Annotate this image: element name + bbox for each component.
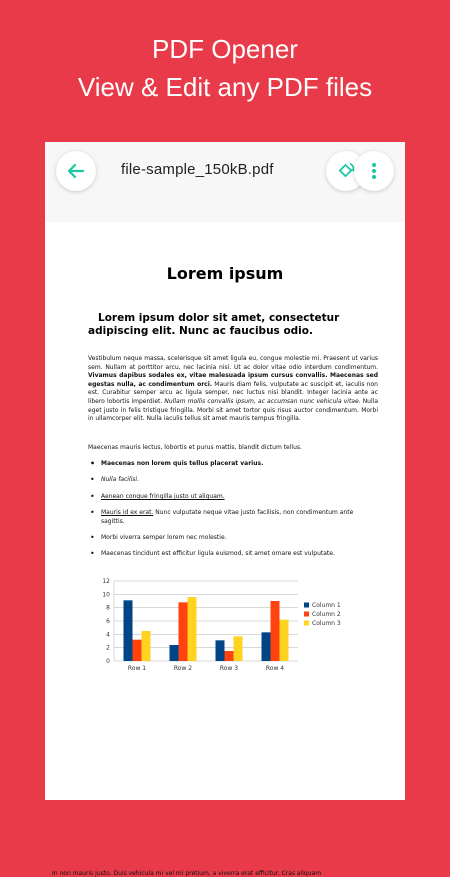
app-screen <box>45 142 405 877</box>
doc-paragraph-2: Maecenas mauris lectus, lobortis et purus mattis, blandit dictum tellus. <box>88 444 302 451</box>
top-toolbar <box>45 142 405 222</box>
legend-swatch <box>304 603 309 608</box>
bar <box>271 601 280 661</box>
more-vertical-icon <box>371 162 377 180</box>
list-item: • Morbi viverra semper lorem nec molestie. <box>88 534 378 542</box>
file-name: file-sample_150kB.pdf <box>121 161 274 178</box>
y-tick-label: 10 <box>102 591 110 599</box>
bar <box>234 636 243 661</box>
back-button[interactable] <box>56 151 96 191</box>
doc-subtitle: Lorem ipsum dolor sit amet, consectetur adipiscing elit. Nunc ac faucibus odio. <box>88 312 340 337</box>
more-options-button[interactable] <box>354 151 394 191</box>
y-tick-label: 8 <box>106 604 110 612</box>
bar <box>280 620 289 661</box>
y-tick-label: 6 <box>106 618 110 625</box>
bar <box>142 631 151 661</box>
legend-label: Column 2 <box>312 611 341 618</box>
bar <box>225 651 234 661</box>
legend-label: Column 1 <box>312 602 341 609</box>
doc-bullet-list <box>88 460 378 567</box>
x-tick-label: Row 4 <box>265 665 285 672</box>
promo-title: PDF Opener <box>152 34 298 64</box>
y-tick-label: 2 <box>106 644 110 652</box>
x-tick-label: Row 3 <box>219 665 239 672</box>
y-tick-label: 12 <box>102 578 110 585</box>
legend-swatch <box>304 621 309 626</box>
bar <box>216 640 225 661</box>
legend-swatch <box>304 612 309 617</box>
doc-paragraph-1: Vestibulum neque massa, scelerisque sit amet ligula eu, congue molestie mi. Praesent ut varius sem. Nullam at porttitor arcu, nec lacinia nisi. Ut ac dolor vitae odio interdum condimentum. Vivamus dapibus sodales ex, vitae malesuada ipsum cursus convallis. Maecenas sed egestas nulla, ac condimentum orci. Mauris diam felis, vulputate ac suscipit et, iaculis non est. Curabitur semper arcu ac ligula semper, nec luctus nisi blandit. Integer lacinia ante ac libero lobortis imperdiet. Nullam mollis convallis ipsum, ac accumsan nunc vehicula vitae. Nulla eget justo in felis tristique fringilla. Morbi sit amet tortor quis risus auctor condimentum. Morbi in ullamcorper elit. Nulla iaculis tellus sit amet mauris tempus fringilla. <box>88 355 378 423</box>
doc-title: Lorem ipsum <box>166 264 284 283</box>
promo-header <box>0 30 450 106</box>
y-tick-label: 0 <box>106 658 110 665</box>
bar <box>133 640 142 661</box>
doc-paragraph-3: In non mauris justo. Duis vehicula mi vel mi pretium, a viverra erat efficitur. Cras aliquam <box>52 870 322 877</box>
arrow-left-icon <box>66 161 86 181</box>
bar <box>170 645 179 661</box>
list-item: • Mauris id ex erat. Nunc vulputate neque vitae justo facilisis, non condimentum ante sagittis. <box>88 509 378 526</box>
list-item: • Nulla facilisi. <box>88 476 378 484</box>
bar <box>179 602 188 661</box>
list-item: • Maecenas non lorem quis tellus placerat varius. <box>88 460 378 468</box>
list-item: • Maecenas tincidunt est efficitur ligula euismod, sit amet ornare est vulputate. <box>88 550 378 558</box>
list-item: • Aenean congue fringilla justo ut aliquam. <box>88 493 378 501</box>
legend-label: Column 3 <box>312 620 341 627</box>
x-tick-label: Row 1 <box>127 665 147 672</box>
bar <box>262 632 271 661</box>
x-tick-label: Row 2 <box>173 665 193 672</box>
bar <box>124 600 133 661</box>
bar-chart <box>88 573 358 683</box>
pdf-page[interactable] <box>45 222 405 877</box>
bar <box>188 597 197 661</box>
promo-subtitle: View & Edit any PDF files <box>77 72 373 102</box>
y-tick-label: 4 <box>106 631 110 639</box>
